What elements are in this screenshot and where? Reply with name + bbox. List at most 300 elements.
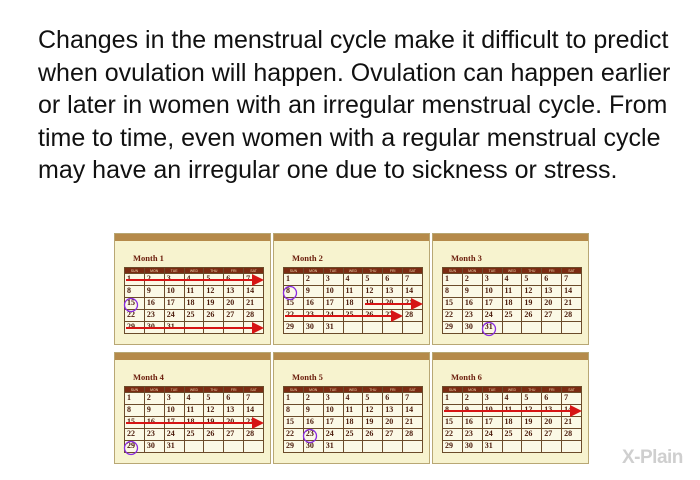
- calendar-day-cell: 24: [164, 429, 184, 441]
- calendar-day-cell: 8: [443, 286, 463, 298]
- calendar-day-cell: 23: [303, 310, 323, 322]
- calendar-day-cell: 19: [204, 417, 224, 429]
- weekday-header: WED: [502, 387, 522, 393]
- calendar-day-cell: 21: [403, 298, 423, 310]
- calendar-day-cell: [363, 322, 383, 334]
- weekday-header: MON: [303, 268, 323, 274]
- calendar-day-cell: 1: [125, 393, 145, 405]
- calendar-week-row: [284, 298, 423, 310]
- calendar-day-cell: 18: [184, 298, 204, 310]
- calendar-day-cell: 16: [144, 417, 164, 429]
- calendar-day-cell: 14: [244, 286, 264, 298]
- weekday-header: FRI: [224, 387, 244, 393]
- calendar-day-cell: [403, 441, 423, 453]
- weekday-header: SUN: [284, 268, 304, 274]
- calendar-day-cell: 28: [562, 310, 582, 322]
- calendar-day-cell: [363, 441, 383, 453]
- calendar-day-cell: 1: [443, 274, 463, 286]
- calendar-day-cell: 11: [184, 286, 204, 298]
- calendar-day-cell: 9: [144, 286, 164, 298]
- calendar-week-row: [284, 441, 423, 453]
- calendar-day-cell: 20: [542, 298, 562, 310]
- calendar-day-cell: 6: [542, 274, 562, 286]
- calendar-table: [283, 267, 423, 334]
- calendar-day-cell: 3: [323, 393, 343, 405]
- calendar-day-cell: 8: [443, 405, 463, 417]
- card-top-bar: [433, 353, 588, 360]
- calendar-day-cell: 21: [403, 417, 423, 429]
- calendar-day-cell: [224, 322, 244, 334]
- calendar-day-cell: 15: [284, 417, 304, 429]
- calendar-table: [283, 386, 423, 453]
- calendar-day-cell: 6: [542, 393, 562, 405]
- calendar-day-cell: 27: [542, 429, 562, 441]
- calendar-week-row: [284, 417, 423, 429]
- calendar-week-row: [125, 393, 264, 405]
- calendar-day-cell: 21: [244, 417, 264, 429]
- calendar-day-cell: 22: [125, 429, 145, 441]
- weekday-header: MON: [462, 387, 482, 393]
- calendar-day-cell: 30: [303, 441, 323, 453]
- calendar-day-cell: 13: [224, 405, 244, 417]
- calendar-day-cell: 16: [462, 298, 482, 310]
- calendar-day-cell: 4: [502, 274, 522, 286]
- calendar-day-cell: 17: [482, 417, 502, 429]
- calendar-day-cell: 5: [522, 393, 542, 405]
- calendar-day-cell: 6: [224, 274, 244, 286]
- calendar-day-cell: 13: [542, 405, 562, 417]
- calendar-day-cell: 21: [562, 417, 582, 429]
- calendar-week-row: [443, 286, 582, 298]
- calendar-day-cell: 24: [164, 310, 184, 322]
- calendar-day-cell: 30: [303, 322, 323, 334]
- calendar-day-cell: 5: [363, 274, 383, 286]
- calendar-day-cell: 10: [482, 405, 502, 417]
- calendar-day-cell: 28: [244, 310, 264, 322]
- calendar-day-cell: 22: [125, 310, 145, 322]
- calendar-day-cell: 8: [284, 405, 304, 417]
- calendar-day-cell: 13: [542, 286, 562, 298]
- calendar-day-cell: 26: [363, 429, 383, 441]
- calendar-day-cell: 21: [562, 298, 582, 310]
- calendar-day-cell: 2: [462, 274, 482, 286]
- weekday-header: FRI: [383, 268, 403, 274]
- calendar-day-cell: 12: [522, 405, 542, 417]
- calendar-day-cell: 1: [284, 393, 304, 405]
- calendar-day-cell: 17: [164, 417, 184, 429]
- calendar-day-cell: 7: [403, 274, 423, 286]
- card-top-bar: [115, 234, 270, 241]
- calendar-day-cell: 31: [482, 322, 502, 334]
- calendar-day-cell: 11: [343, 405, 363, 417]
- calendar-week-row: [443, 429, 582, 441]
- calendar-day-cell: 2: [144, 274, 164, 286]
- calendar-day-cell: 4: [184, 274, 204, 286]
- x-plain-logo: X-Plain: [622, 447, 683, 468]
- calendar-day-cell: 25: [184, 429, 204, 441]
- calendar-day-cell: 26: [204, 310, 224, 322]
- weekday-header: TUE: [164, 268, 184, 274]
- calendar-day-cell: 28: [562, 429, 582, 441]
- calendar-day-cell: 10: [323, 286, 343, 298]
- calendar-day-cell: [244, 322, 264, 334]
- calendar-day-cell: 10: [164, 286, 184, 298]
- calendar-day-cell: 16: [303, 417, 323, 429]
- weekday-header: SAT: [562, 268, 582, 274]
- month-label: Month 1: [133, 253, 164, 263]
- calendar-week-row: [443, 417, 582, 429]
- weekday-header: SUN: [125, 387, 145, 393]
- calendar-day-cell: 11: [343, 286, 363, 298]
- calendar-day-cell: 20: [383, 298, 403, 310]
- weekday-header: THU: [363, 268, 383, 274]
- calendar-day-cell: 23: [462, 429, 482, 441]
- weekday-header: WED: [184, 268, 204, 274]
- calendar-day-cell: 2: [303, 393, 323, 405]
- calendar-week-row: [284, 393, 423, 405]
- calendar-day-cell: 27: [383, 429, 403, 441]
- calendar-day-cell: 12: [363, 405, 383, 417]
- calendar-day-cell: [383, 441, 403, 453]
- calendar-day-cell: 22: [284, 310, 304, 322]
- calendar-day-cell: 2: [303, 274, 323, 286]
- calendar-day-cell: 28: [403, 429, 423, 441]
- calendar-day-cell: 13: [224, 286, 244, 298]
- calendar-day-cell: 4: [343, 274, 363, 286]
- weekday-header: SUN: [443, 387, 463, 393]
- calendar-day-cell: 29: [125, 441, 145, 453]
- calendar-day-cell: 8: [125, 405, 145, 417]
- weekday-header: TUE: [164, 387, 184, 393]
- calendar-day-cell: 14: [244, 405, 264, 417]
- calendar-day-cell: 11: [502, 405, 522, 417]
- calendar-day-cell: [403, 322, 423, 334]
- calendar-day-cell: 10: [482, 286, 502, 298]
- calendar-day-cell: 18: [502, 417, 522, 429]
- calendar-day-cell: [522, 441, 542, 453]
- calendar-day-cell: 21: [244, 298, 264, 310]
- calendar-day-cell: 26: [522, 310, 542, 322]
- calendar-day-cell: 23: [303, 429, 323, 441]
- calendar-day-cell: 30: [144, 441, 164, 453]
- calendar-day-cell: 27: [224, 310, 244, 322]
- weekday-header: SUN: [125, 268, 145, 274]
- calendar-day-cell: [184, 322, 204, 334]
- calendar-day-cell: 10: [323, 405, 343, 417]
- calendar-day-cell: 16: [462, 417, 482, 429]
- calendar-day-cell: 20: [224, 417, 244, 429]
- calendar-week-row: [284, 429, 423, 441]
- calendar-day-cell: 4: [502, 393, 522, 405]
- month-calendar-card: [432, 233, 589, 345]
- calendar-day-cell: 18: [184, 417, 204, 429]
- calendar-day-cell: [542, 322, 562, 334]
- month-calendar-card: [273, 233, 430, 345]
- calendar-day-cell: [224, 441, 244, 453]
- calendar-day-cell: 7: [562, 393, 582, 405]
- calendar-day-cell: 14: [562, 286, 582, 298]
- calendar-day-cell: 27: [542, 310, 562, 322]
- calendar-day-cell: 23: [462, 310, 482, 322]
- calendar-day-cell: 6: [383, 274, 403, 286]
- weekday-header: MON: [303, 387, 323, 393]
- weekday-header: SAT: [562, 387, 582, 393]
- calendar-day-cell: [383, 322, 403, 334]
- calendar-day-cell: 22: [443, 429, 463, 441]
- calendar-day-cell: [502, 441, 522, 453]
- calendar-day-cell: 11: [502, 286, 522, 298]
- calendar-day-cell: 25: [502, 429, 522, 441]
- weekday-header: TUE: [482, 387, 502, 393]
- calendar-day-cell: 17: [164, 298, 184, 310]
- calendar-day-cell: 3: [164, 274, 184, 286]
- calendar-day-cell: 19: [522, 417, 542, 429]
- calendar-day-cell: 29: [284, 322, 304, 334]
- calendar-day-cell: 29: [443, 441, 463, 453]
- calendar-day-cell: 23: [144, 429, 164, 441]
- calendar-day-cell: 15: [443, 417, 463, 429]
- calendar-day-cell: 29: [443, 322, 463, 334]
- calendar-day-cell: [204, 322, 224, 334]
- calendar-day-cell: 25: [184, 310, 204, 322]
- weekday-header: MON: [144, 387, 164, 393]
- calendar-day-cell: 9: [144, 405, 164, 417]
- weekday-header: MON: [144, 268, 164, 274]
- intro-paragraph: Changes in the menstrual cycle make it difficult to predict when ovulation will happen. Ovulation can happen earlier or later in women with an irregular menstrual cycle. From time to time, even women with a regular menstrual cycle may have an irregular one due to sickness or stress.: [38, 26, 671, 184]
- calendar-week-row: [125, 298, 264, 310]
- calendar-day-cell: 19: [363, 298, 383, 310]
- calendar-day-cell: 5: [204, 393, 224, 405]
- calendar-day-cell: 14: [403, 405, 423, 417]
- calendar-table: [124, 267, 264, 334]
- weekday-header: SAT: [244, 387, 264, 393]
- calendar-day-cell: 5: [204, 274, 224, 286]
- calendar-week-row: [284, 405, 423, 417]
- calendar-day-cell: [502, 322, 522, 334]
- weekday-header: WED: [502, 268, 522, 274]
- weekday-header: FRI: [542, 268, 562, 274]
- calendar-day-cell: 28: [403, 310, 423, 322]
- calendar-week-row: [284, 274, 423, 286]
- calendar-day-cell: 31: [482, 441, 502, 453]
- calendar-table: [442, 267, 582, 334]
- weekday-header: FRI: [542, 387, 562, 393]
- calendar-day-cell: 26: [204, 429, 224, 441]
- calendar-day-cell: 7: [244, 274, 264, 286]
- calendar-day-cell: [542, 441, 562, 453]
- calendar-week-row: [125, 286, 264, 298]
- month-label: Month 4: [133, 372, 164, 382]
- calendar-day-cell: 20: [542, 417, 562, 429]
- month-calendar-card: [114, 352, 271, 464]
- month-calendar-card: [273, 352, 430, 464]
- weekday-header: TUE: [323, 268, 343, 274]
- calendar-table: [124, 386, 264, 453]
- calendar-week-row: [443, 405, 582, 417]
- weekday-header: THU: [204, 387, 224, 393]
- calendar-day-cell: 30: [462, 322, 482, 334]
- calendar-day-cell: 15: [125, 298, 145, 310]
- calendar-day-cell: 14: [562, 405, 582, 417]
- calendar-day-cell: 8: [125, 286, 145, 298]
- calendar-day-cell: 7: [562, 274, 582, 286]
- calendar-day-cell: 18: [343, 417, 363, 429]
- calendar-week-row: [443, 393, 582, 405]
- calendar-day-cell: 7: [403, 393, 423, 405]
- calendar-day-cell: 31: [323, 441, 343, 453]
- calendar-week-row: [443, 310, 582, 322]
- calendar-day-cell: 10: [164, 405, 184, 417]
- calendar-day-cell: 31: [323, 322, 343, 334]
- weekday-header: THU: [363, 387, 383, 393]
- calendar-day-cell: 12: [363, 286, 383, 298]
- calendar-day-cell: 6: [224, 393, 244, 405]
- calendar-day-cell: 9: [303, 405, 323, 417]
- calendar-day-cell: 31: [164, 322, 184, 334]
- calendar-day-cell: 30: [462, 441, 482, 453]
- calendar-day-cell: 12: [204, 405, 224, 417]
- weekday-header: WED: [343, 268, 363, 274]
- weekday-header: THU: [522, 268, 542, 274]
- calendar-day-cell: [522, 322, 542, 334]
- calendar-week-row: [284, 322, 423, 334]
- weekday-header: THU: [204, 268, 224, 274]
- calendar-day-cell: 3: [482, 393, 502, 405]
- calendar-day-cell: 3: [164, 393, 184, 405]
- calendar-day-cell: 16: [144, 298, 164, 310]
- calendar-day-cell: 15: [443, 298, 463, 310]
- calendar-day-cell: 3: [323, 274, 343, 286]
- calendar-day-cell: 18: [502, 298, 522, 310]
- calendar-day-cell: 7: [244, 393, 264, 405]
- calendar-day-cell: 16: [303, 298, 323, 310]
- calendar-day-cell: 18: [343, 298, 363, 310]
- card-top-bar: [274, 353, 429, 360]
- calendar-week-row: [443, 322, 582, 334]
- calendar-week-row: [443, 274, 582, 286]
- calendar-day-cell: 22: [284, 429, 304, 441]
- calendar-day-cell: 12: [204, 286, 224, 298]
- calendar-day-cell: 22: [443, 310, 463, 322]
- calendar-day-cell: [343, 322, 363, 334]
- calendar-week-row: [125, 429, 264, 441]
- calendar-day-cell: 6: [383, 393, 403, 405]
- calendar-day-cell: 4: [184, 393, 204, 405]
- calendar-day-cell: 24: [482, 310, 502, 322]
- calendar-day-cell: 9: [462, 286, 482, 298]
- weekday-header: SAT: [244, 268, 264, 274]
- calendar-day-cell: [343, 441, 363, 453]
- calendar-day-cell: 26: [363, 310, 383, 322]
- calendar-day-cell: [184, 441, 204, 453]
- calendar-day-cell: 25: [343, 429, 363, 441]
- calendar-week-row: [284, 286, 423, 298]
- calendar-day-cell: 8: [284, 286, 304, 298]
- calendar-day-cell: 1: [284, 274, 304, 286]
- calendar-week-row: [443, 441, 582, 453]
- weekday-header: TUE: [323, 387, 343, 393]
- calendar-day-cell: 17: [323, 298, 343, 310]
- calendar-day-cell: 12: [522, 286, 542, 298]
- month-label: Month 5: [292, 372, 323, 382]
- calendar-week-row: [284, 310, 423, 322]
- calendar-day-cell: 25: [343, 310, 363, 322]
- calendar-day-cell: 13: [383, 405, 403, 417]
- card-top-bar: [115, 353, 270, 360]
- calendar-day-cell: 1: [125, 274, 145, 286]
- card-top-bar: [274, 234, 429, 241]
- calendar-day-cell: 5: [363, 393, 383, 405]
- calendar-day-cell: [204, 441, 224, 453]
- calendar-day-cell: 9: [462, 405, 482, 417]
- calendar-day-cell: 23: [144, 310, 164, 322]
- calendar-day-cell: 31: [164, 441, 184, 453]
- calendar-day-cell: 28: [244, 429, 264, 441]
- calendar-day-cell: 11: [184, 405, 204, 417]
- calendar-day-cell: 24: [482, 429, 502, 441]
- calendar-day-cell: 5: [522, 274, 542, 286]
- calendar-day-cell: 17: [323, 417, 343, 429]
- calendar-day-cell: 26: [522, 429, 542, 441]
- calendar-day-cell: 19: [363, 417, 383, 429]
- calendar-week-row: [125, 405, 264, 417]
- calendar-day-cell: 4: [343, 393, 363, 405]
- calendar-day-cell: 29: [284, 441, 304, 453]
- weekday-header: MON: [462, 268, 482, 274]
- calendar-week-row: [125, 310, 264, 322]
- month-calendar-card: [114, 233, 271, 345]
- calendar-day-cell: 24: [323, 429, 343, 441]
- calendar-day-cell: 24: [323, 310, 343, 322]
- calendar-day-cell: 2: [144, 393, 164, 405]
- calendar-day-cell: 15: [125, 417, 145, 429]
- calendar-week-row: [125, 322, 264, 334]
- weekday-header: FRI: [383, 387, 403, 393]
- calendar-day-cell: 15: [284, 298, 304, 310]
- calendar-day-cell: 3: [482, 274, 502, 286]
- calendar-week-row: [125, 441, 264, 453]
- calendar-day-cell: 19: [522, 298, 542, 310]
- weekday-header: SUN: [443, 268, 463, 274]
- calendar-day-cell: 29: [125, 322, 145, 334]
- calendar-day-cell: 9: [303, 286, 323, 298]
- weekday-header: THU: [522, 387, 542, 393]
- calendar-day-cell: 20: [383, 417, 403, 429]
- calendar-day-cell: 1: [443, 393, 463, 405]
- calendar-day-cell: [562, 441, 582, 453]
- calendar-table: [442, 386, 582, 453]
- calendar-day-cell: 27: [224, 429, 244, 441]
- weekday-header: TUE: [482, 268, 502, 274]
- month-calendar-card: [432, 352, 589, 464]
- weekday-header: SAT: [403, 387, 423, 393]
- calendar-week-row: [125, 274, 264, 286]
- calendar-day-cell: 19: [204, 298, 224, 310]
- calendar-day-cell: 20: [224, 298, 244, 310]
- weekday-header: FRI: [224, 268, 244, 274]
- month-label: Month 6: [451, 372, 482, 382]
- calendar-day-cell: 14: [403, 286, 423, 298]
- calendar-week-row: [443, 298, 582, 310]
- calendar-day-cell: 25: [502, 310, 522, 322]
- weekday-header: SUN: [284, 387, 304, 393]
- weekday-header: WED: [184, 387, 204, 393]
- calendar-week-row: [125, 417, 264, 429]
- card-top-bar: [433, 234, 588, 241]
- calendar-day-cell: 2: [462, 393, 482, 405]
- calendar-day-cell: [244, 441, 264, 453]
- weekday-header: WED: [343, 387, 363, 393]
